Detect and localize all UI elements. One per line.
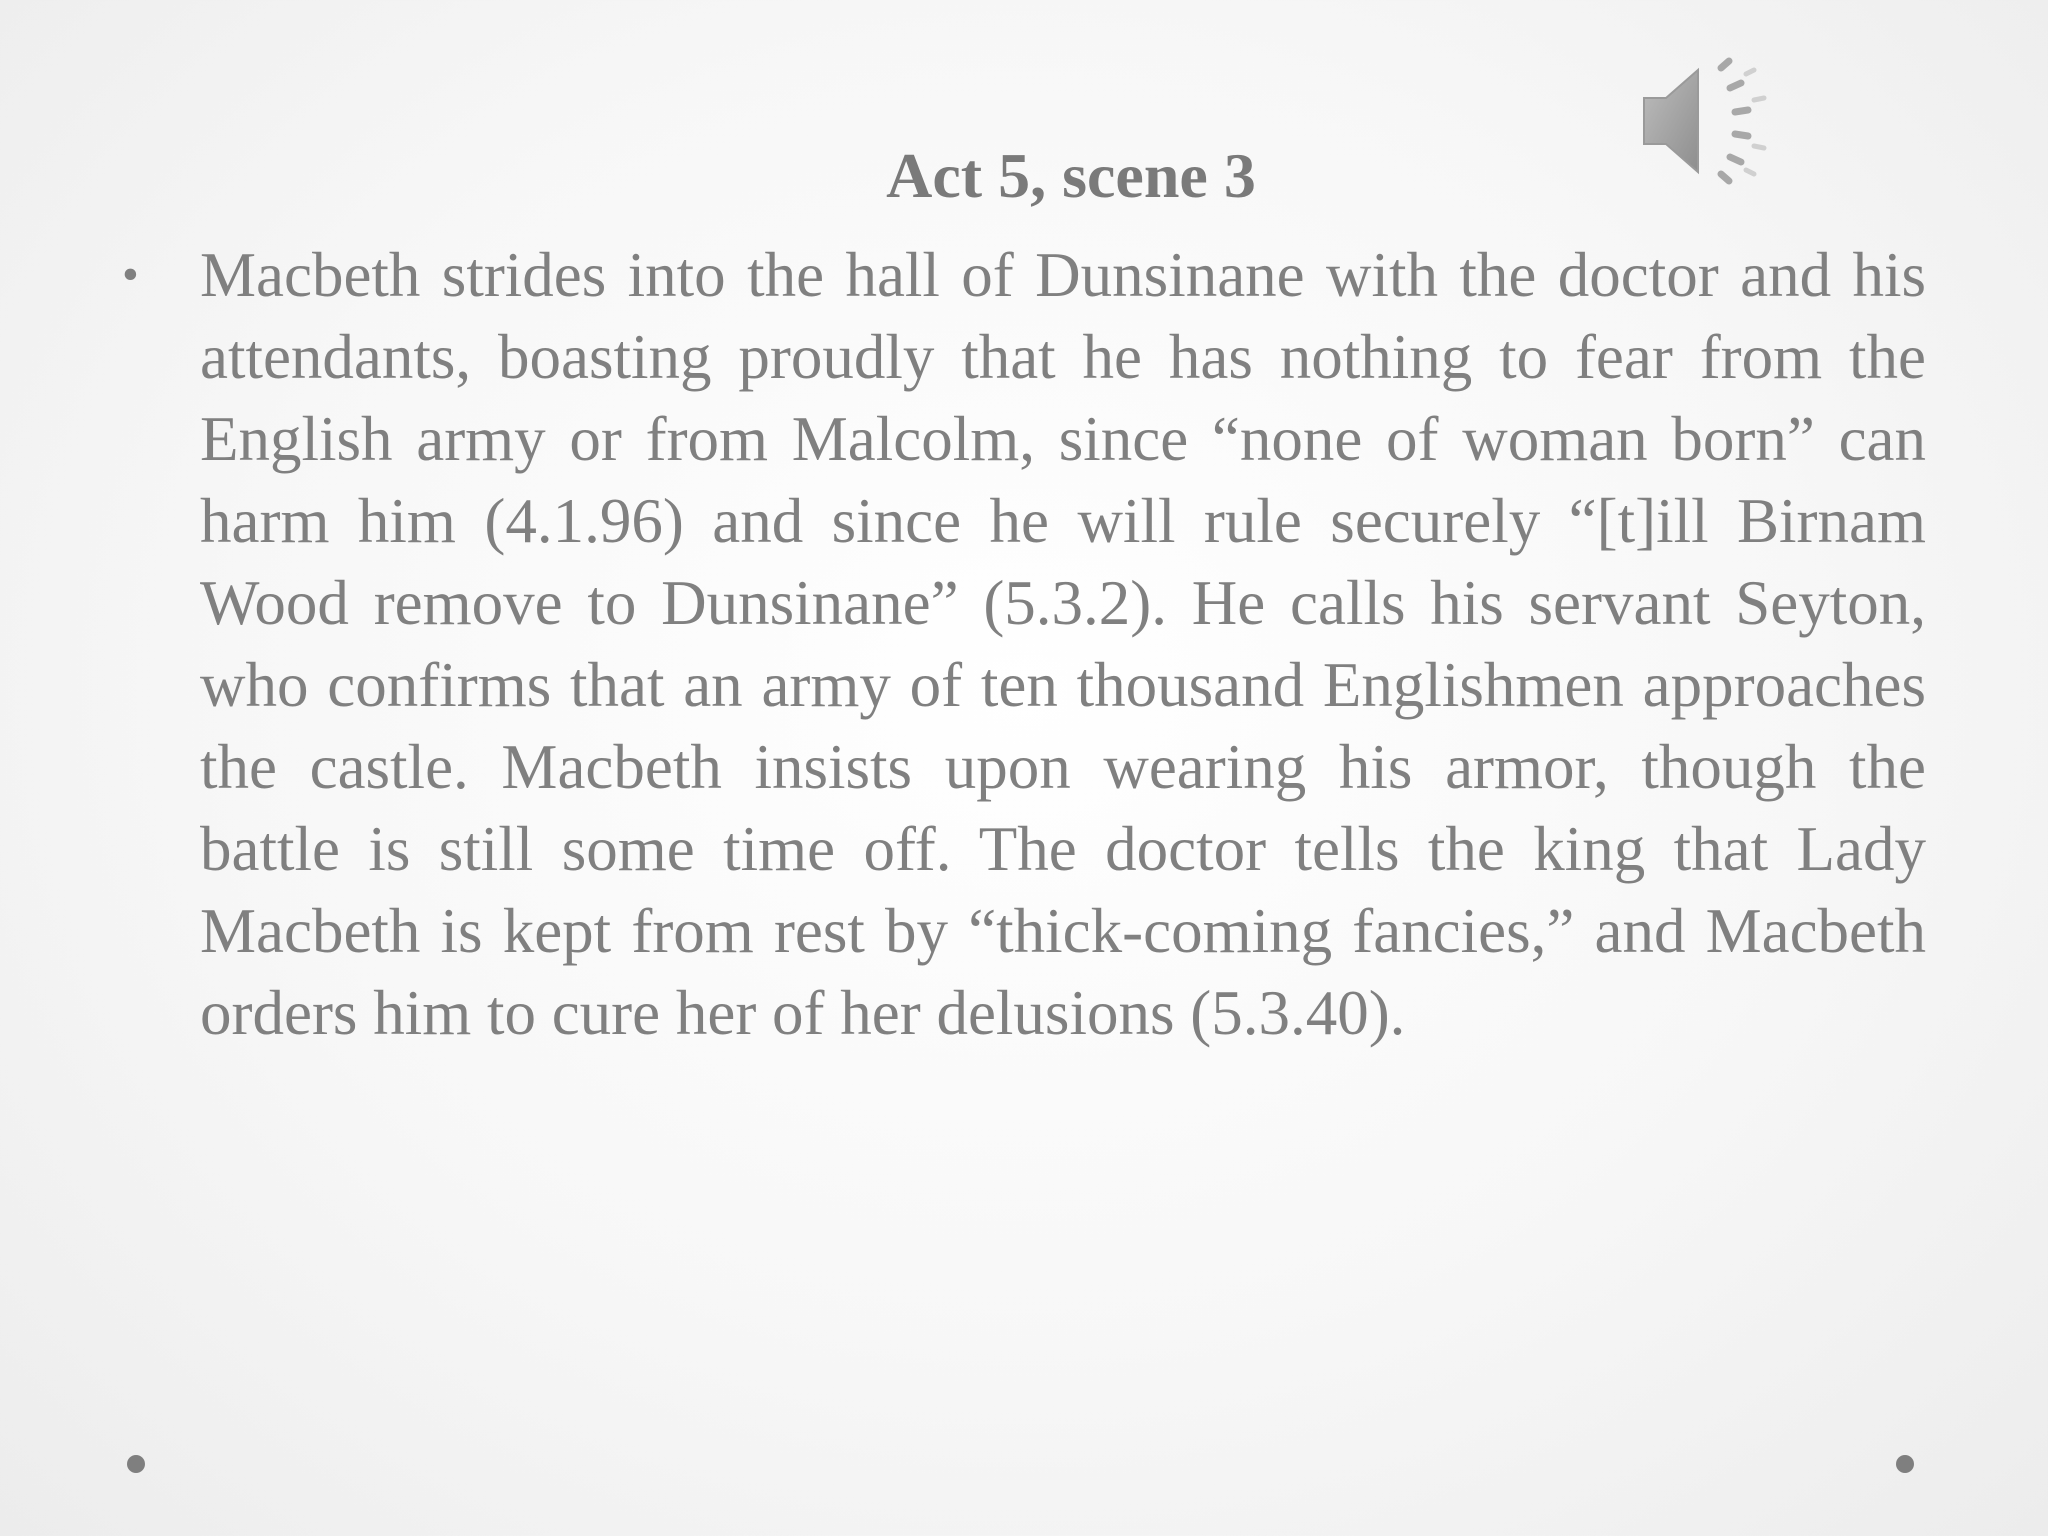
bullet-text: Macbeth strides into the hall of Dunsinane with the doctor and his attendants, boasting proudly that he has nothing to fear from the English army or from Malcolm, since “none of woman born” can harm him (4.1.96) and since he will rule securely “[t]ill Birnam Wood remove to Dunsinane” (5.3.2). He calls his servant Seyton, who confirms that an army of ten thousand Englishmen approaches the castle. Macbeth insists upon wearing his armor, though the battle is still some time off. The doctor tells the king that Lady Macbeth is kept from rest by “thick-coming fancies,” and Macbeth orders him to cure her of her delusions (5.3.40). [200,240,1926,1048]
decorative-dot-left [127,1455,145,1473]
bullet-marker: • [122,248,139,301]
slide-title: Act 5, scene 3 [886,140,1256,211]
list-item [120,234,1926,1054]
decorative-dot-right [1896,1455,1914,1473]
bullet-list [120,234,1926,1054]
